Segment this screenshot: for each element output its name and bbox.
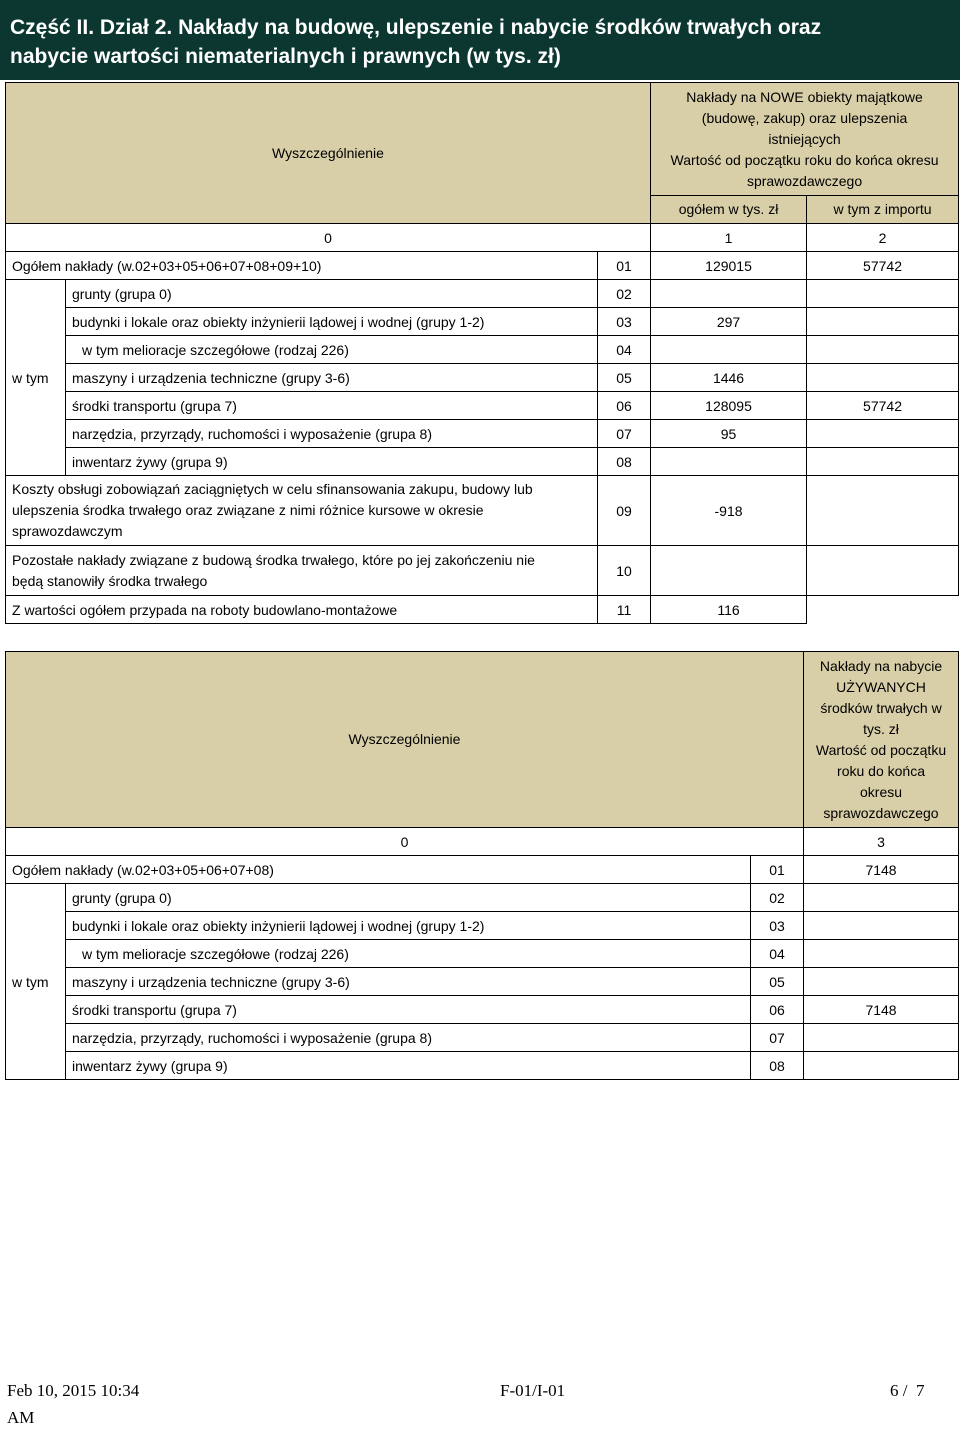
table-row: inwentarz żywy (grupa 9) 08	[6, 448, 959, 476]
w-tym-label: w tym	[6, 280, 66, 476]
header-wyszczegolnienie: Wyszczególnienie	[6, 83, 651, 224]
table-row: budynki i lokale oraz obiekty inżynierii lądowej i wodnej (grupy 1-2) 03 297	[6, 308, 959, 336]
column-number-0: 0	[6, 828, 804, 856]
table-row: w tym melioracje szczegółowe (rodzaj 226) 04	[6, 940, 959, 968]
table-row: w tym grunty (grupa 0) 02	[6, 884, 959, 912]
header-used-assets: Nakłady na nabycie UŻYWANYCH środków trwałych w tys. zł Wartość od początku roku do końca okresu sprawozdawczego	[804, 652, 959, 828]
w-tym-label: w tym	[6, 884, 66, 1080]
table-row: w tym melioracje szczegółowe (rodzaj 226) 04	[6, 336, 959, 364]
section-title-line2: nabycie wartości niematerialnych i prawnych (w tys. zł)	[10, 45, 561, 68]
header-wyszczegolnienie: Wyszczególnienie	[6, 652, 804, 828]
table-row: narzędzia, przyrządy, ruchomości i wyposażenie (grupa 8) 07	[6, 1024, 959, 1052]
column-number-1: 1	[651, 224, 807, 252]
table-row: inwentarz żywy (grupa 9) 08	[6, 1052, 959, 1080]
table-row: narzędzia, przyrządy, ruchomości i wyposażenie (grupa 8) 07 95	[6, 420, 959, 448]
column-number-2: 2	[807, 224, 959, 252]
section-title	[0, 0, 960, 80]
column-number-0: 0	[6, 224, 651, 252]
table-row: środki transportu (grupa 7) 06 7148	[6, 996, 959, 1024]
table-used-assets	[5, 651, 959, 1080]
table-new-assets	[5, 82, 959, 624]
footer-date: Feb 10, 2015 10:34 AM	[7, 1381, 140, 1427]
header-total: ogółem w tys. zł	[651, 196, 807, 224]
table-row: Koszty obsługi zobowiązań zaciągniętych w celu sfinansowania zakupu, budowy lub ulepszenia środka trwałego oraz związane z nimi różnice kursowe w okresie sprawozdawczym 09 -918	[6, 476, 959, 546]
table-row: Ogółem nakłady (w.02+03+05+06+07+08) 01 7148	[6, 856, 959, 884]
table-row: w tym grunty (grupa 0) 02	[6, 280, 959, 308]
table-row: Pozostałe nakłady związane z budową środka trwałego, które po jej zakończeniu nie będą stanowiły środka trwałego 10	[6, 546, 959, 596]
table-row: Ogółem nakłady (w.02+03+05+06+07+08+09+10) 01 129015 57742	[6, 252, 959, 280]
header-new-assets: Nakłady na NOWE obiekty majątkowe (budowę, zakup) oraz ulepszenia istniejących Wartość od początku roku do końca okresu sprawozdawczego	[651, 83, 959, 196]
footer-page-number: 6 / 7	[890, 1381, 925, 1400]
header-import: w tym z importu	[807, 196, 959, 224]
table-row: środki transportu (grupa 7) 06 128095 57742	[6, 392, 959, 420]
table-row: Z wartości ogółem przypada na roboty budowlano-montażowe 11 116	[6, 596, 959, 624]
table-row: maszyny i urządzenia techniczne (grupy 3-6) 05 1446	[6, 364, 959, 392]
table-row: budynki i lokale oraz obiekty inżynierii lądowej i wodnej (grupy 1-2) 03	[6, 912, 959, 940]
section-title-line1: Część II. Dział 2. Nakłady na budowę, ulepszenie i nabycie środków trwałych oraz	[10, 16, 822, 39]
footer-form-id: F-01/I-01	[500, 1381, 566, 1400]
column-number-3: 3	[804, 828, 959, 856]
table-row: maszyny i urządzenia techniczne (grupy 3-6) 05	[6, 968, 959, 996]
